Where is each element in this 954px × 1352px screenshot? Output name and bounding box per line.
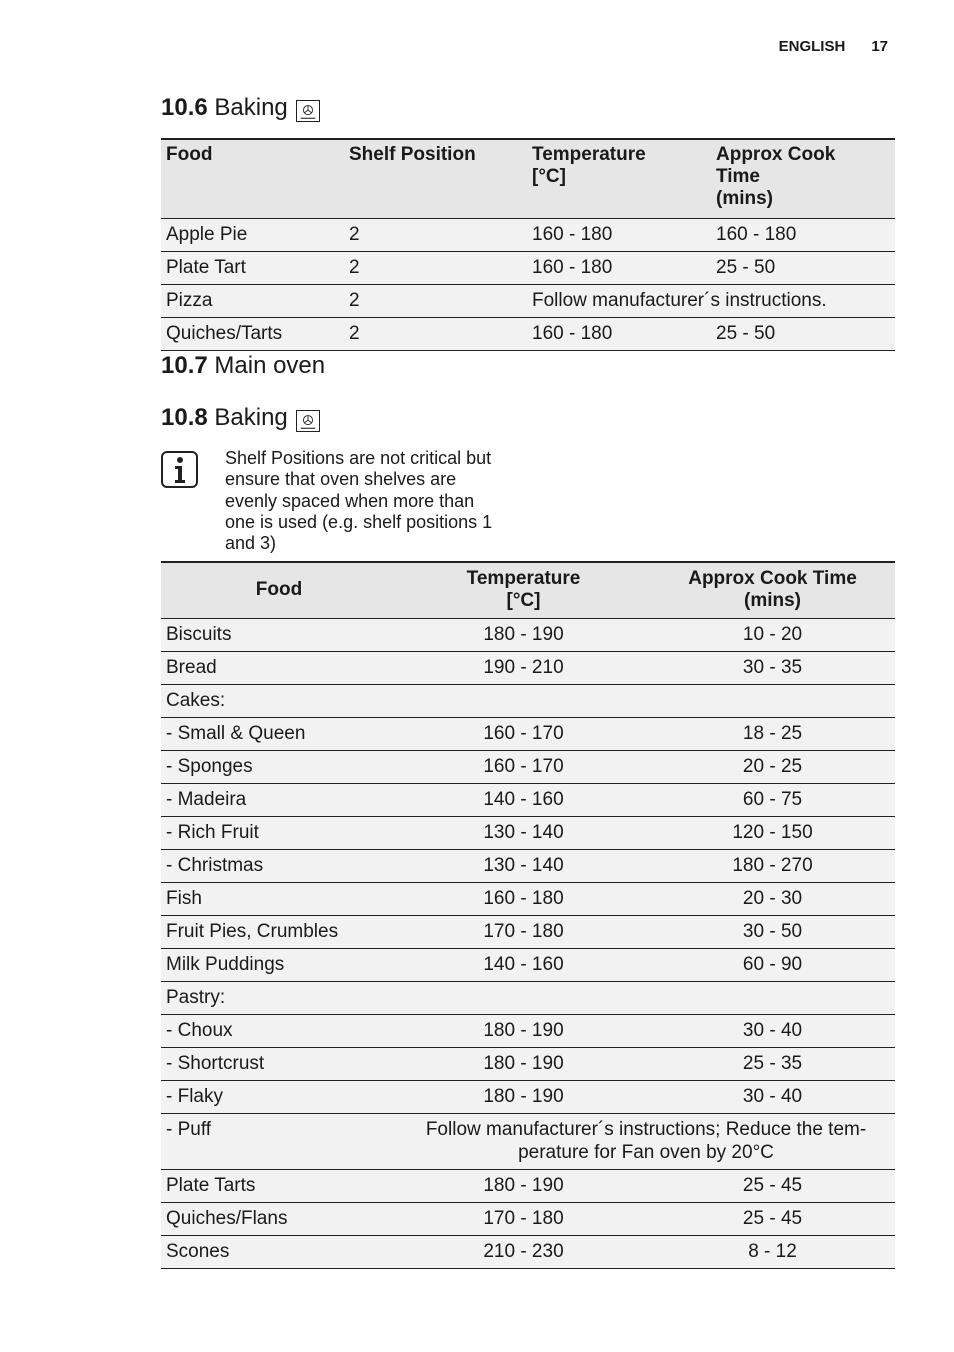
table-row (161, 915, 895, 948)
cell-food: Quiches/Flans (161, 1202, 397, 1235)
info-note (161, 448, 520, 554)
cell-food: Bread (161, 651, 397, 684)
table-header-row (161, 562, 895, 618)
section-number: 10.8 (161, 404, 208, 431)
cell-temp: 210 - 230 (397, 1235, 650, 1268)
cell-time: 25 - 50 (711, 317, 895, 350)
page-header (779, 38, 888, 55)
cell-food: Fish (161, 882, 397, 915)
table-row (161, 816, 895, 849)
col-cook-time: Approx Cook Time (mins) (711, 139, 895, 218)
section-title: Main oven (214, 352, 326, 379)
cell-time: 8 - 12 (650, 1235, 895, 1268)
cell-food: - Flaky (161, 1080, 397, 1113)
table-row (161, 783, 895, 816)
table-row (161, 1202, 895, 1235)
cell-time: 60 - 90 (650, 948, 895, 981)
col-food: Food (161, 139, 344, 218)
cell-temp: 160 - 180 (527, 218, 711, 251)
cell-food: Apple Pie (161, 218, 344, 251)
page-number: 17 (871, 38, 888, 55)
cell-note: Follow manufacturer´s instructions. (527, 284, 895, 317)
table-row (161, 1014, 895, 1047)
table-row (161, 750, 895, 783)
section-number: 10.6 (161, 94, 208, 121)
cell-temp: 180 - 190 (397, 1080, 650, 1113)
cell-temp: 160 - 170 (397, 750, 650, 783)
table-row (161, 284, 895, 317)
col-temperature: Temperature [°C] (397, 562, 650, 618)
table-row (161, 218, 895, 251)
cell-shelf: 2 (344, 218, 527, 251)
table-row (161, 1080, 895, 1113)
cell-time: 10 - 20 (650, 618, 895, 651)
cell-time: 30 - 40 (650, 1080, 895, 1113)
table-row (161, 684, 895, 717)
cell-temp: 170 - 180 (397, 915, 650, 948)
table-row (161, 717, 895, 750)
cell-time: 25 - 35 (650, 1047, 895, 1080)
cell-shelf: 2 (344, 317, 527, 350)
cell-note: Follow manufacturer´s instructions; Reduce the tem- perature for Fan oven by 20°C (397, 1113, 895, 1169)
cell-food: - Puff (161, 1113, 397, 1169)
cell-time: 120 - 150 (650, 816, 895, 849)
table-row (161, 1169, 895, 1202)
cell-time: 30 - 35 (650, 651, 895, 684)
col-shelf-position: Shelf Position (344, 139, 527, 218)
cell-time: 25 - 45 (650, 1202, 895, 1235)
cell-temp: 140 - 160 (397, 783, 650, 816)
cell-time: 25 - 50 (711, 251, 895, 284)
cell-food: Biscuits (161, 618, 397, 651)
cell-time (650, 981, 895, 1014)
table-row (161, 981, 895, 1014)
cell-time: 160 - 180 (711, 218, 895, 251)
cell-time: 20 - 30 (650, 882, 895, 915)
col-food: Food (161, 562, 397, 618)
cell-food: - Shortcrust (161, 1047, 397, 1080)
cell-food: Scones (161, 1235, 397, 1268)
cell-temp: 160 - 180 (527, 317, 711, 350)
section-title: Baking (214, 404, 288, 431)
baking-table-10-8 (161, 561, 895, 1269)
cell-temp (397, 981, 650, 1014)
table-row (161, 849, 895, 882)
cell-shelf: 2 (344, 251, 527, 284)
cell-time: 180 - 270 (650, 849, 895, 882)
table-row (161, 651, 895, 684)
cell-food: Quiches/Tarts (161, 317, 344, 350)
cell-time: 18 - 25 (650, 717, 895, 750)
cell-temp (397, 684, 650, 717)
cell-temp: 180 - 190 (397, 1047, 650, 1080)
cell-food: Fruit Pies, Crumbles (161, 915, 397, 948)
cell-food: - Christmas (161, 849, 397, 882)
table-row (161, 948, 895, 981)
cell-time: 30 - 50 (650, 915, 895, 948)
cell-time: 60 - 75 (650, 783, 895, 816)
cell-food: Milk Puddings (161, 948, 397, 981)
cell-temp: 160 - 170 (397, 717, 650, 750)
table-row (161, 317, 895, 350)
cell-temp: 140 - 160 (397, 948, 650, 981)
cell-temp: 170 - 180 (397, 1202, 650, 1235)
cell-shelf: 2 (344, 284, 527, 317)
table-row (161, 1235, 895, 1268)
info-text: Shelf Positions are not critical but ensure that oven shelves are evenly spaced when more than one is used (e.g. shelf positions 1 and 3) (225, 448, 493, 554)
info-icon (161, 451, 198, 488)
cell-food: - Small & Queen (161, 717, 397, 750)
table-row (161, 618, 895, 651)
cell-food: - Choux (161, 1014, 397, 1047)
cell-temp: 130 - 140 (397, 849, 650, 882)
language-label: ENGLISH (778, 38, 846, 55)
section-heading-10-8 (161, 404, 320, 432)
cell-food: - Sponges (161, 750, 397, 783)
section-number: 10.7 (161, 352, 208, 379)
table-header-row (161, 139, 895, 218)
cell-food: Pastry: (161, 981, 397, 1014)
table-row (161, 1047, 895, 1080)
baking-table-10-6 (161, 138, 895, 351)
cell-temp: 180 - 190 (397, 618, 650, 651)
cell-food: Plate Tarts (161, 1169, 397, 1202)
col-cook-time: Approx Cook Time (mins) (650, 562, 895, 618)
cell-time: 30 - 40 (650, 1014, 895, 1047)
section-title: Baking (214, 94, 288, 121)
cell-temp: 160 - 180 (527, 251, 711, 284)
cell-time: 20 - 25 (650, 750, 895, 783)
cell-food: Cakes: (161, 684, 397, 717)
cell-temp: 180 - 190 (397, 1014, 650, 1047)
cell-time (650, 684, 895, 717)
table-row (161, 251, 895, 284)
section-heading-10-6 (161, 94, 320, 122)
cell-temp: 130 - 140 (397, 816, 650, 849)
section-heading-10-7 (161, 352, 325, 380)
table-row (161, 1113, 895, 1169)
table-row (161, 882, 895, 915)
cell-food: - Madeira (161, 783, 397, 816)
fan-oven-icon (296, 100, 320, 122)
cell-temp: 180 - 190 (397, 1169, 650, 1202)
col-temperature: Temperature [°C] (527, 139, 711, 218)
cell-temp: 190 - 210 (397, 651, 650, 684)
cell-food: - Rich Fruit (161, 816, 397, 849)
cell-time: 25 - 45 (650, 1169, 895, 1202)
cell-food: Pizza (161, 284, 344, 317)
fan-oven-icon (296, 410, 320, 432)
cell-food: Plate Tart (161, 251, 344, 284)
cell-temp: 160 - 180 (397, 882, 650, 915)
